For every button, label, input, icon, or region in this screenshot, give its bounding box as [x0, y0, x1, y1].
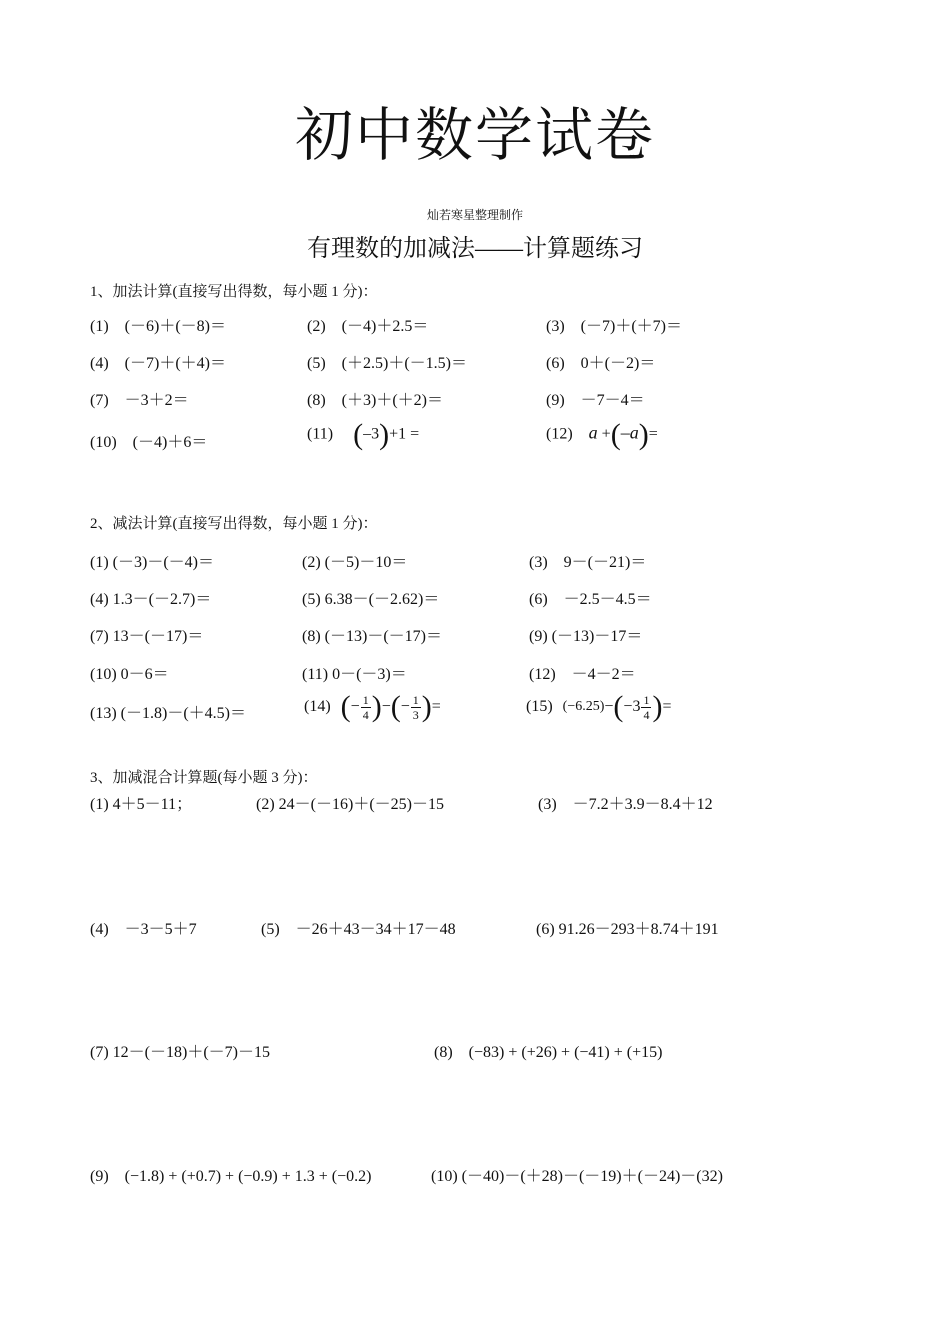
worksheet-subtitle: 有理数的加减法——计算题练习 — [307, 236, 643, 262]
fraction-denominator: 4 — [643, 707, 650, 722]
mixed-problem-7: (7) 12－(－18)＋(－7)－15 — [90, 1044, 270, 1061]
close-paren: ) — [638, 418, 649, 451]
mixed-problem-5: (5) －26＋43－34＋17－48 — [261, 921, 456, 938]
add-problem-5: (5) (＋2.5)＋(－1.5)＝ — [307, 355, 467, 372]
mixed-number-whole: −3 — [623, 698, 641, 715]
mixed-problem-10: (10) (－40)－(＋28)－(－19)＋(－24)－(32) — [431, 1168, 723, 1185]
add-problem-12 — [546, 418, 658, 452]
fraction-sign: − — [400, 698, 410, 715]
fraction-numerator: 1 — [362, 692, 369, 707]
sub-problem-15 — [526, 690, 671, 724]
sub-problem-10: (10) 0－6＝ — [90, 666, 169, 683]
fraction-denominator: 4 — [362, 707, 369, 722]
equals-sign: = — [648, 425, 658, 443]
section1-heading: 1、加法计算(直接写出得数，每小题 1 分)： — [90, 284, 378, 300]
sub-problem-3: (3) 9－(－21)＝ — [529, 554, 647, 571]
add-problem-11 — [307, 418, 419, 452]
close-paren: ) — [371, 690, 382, 723]
add-problem-3: (3) (－7)＋(＋7)＝ — [546, 318, 682, 335]
add-problem-10: (10) (－4)＋6＝ — [90, 434, 208, 451]
mixed-problem-2: (2) 24－(－16)＋(－25)－15 — [256, 796, 444, 813]
page-title: 初中数学试卷 — [294, 101, 655, 169]
paren-content: –3 — [363, 425, 380, 443]
first-term: (−6.25) — [562, 699, 605, 714]
open-paren: ( — [610, 418, 621, 451]
fraction-one-third — [411, 693, 421, 722]
close-paren: ) — [421, 690, 432, 723]
equals-sign: = — [431, 698, 441, 715]
fraction-numerator: 1 — [412, 692, 419, 707]
add-problem-1: (1) (－6)＋(－8)＝ — [90, 318, 226, 335]
maker-note: 灿若寒星整理制作 — [426, 208, 523, 222]
problem-label: (12) — [546, 425, 573, 443]
sub-problem-14 — [304, 690, 441, 724]
mixed-problem-4: (4) －3－5＋7 — [90, 921, 197, 938]
sub-problem-8: (8) (－13)－(－17)＝ — [302, 628, 442, 645]
fraction-numerator: 1 — [643, 692, 650, 707]
add-problem-9: (9) －7－4＝ — [546, 392, 645, 409]
sub-problem-9: (9) (－13)－17＝ — [529, 628, 643, 645]
problem-label: (15) — [526, 698, 553, 715]
add-problem-4: (4) (－7)＋(＋4)＝ — [90, 355, 226, 372]
close-paren: ) — [379, 418, 390, 451]
sub-problem-13: (13) (－1.8)－(＋4.5)＝ — [90, 705, 246, 722]
sub-problem-11: (11) 0－(－3)＝ — [302, 666, 407, 683]
paren-content: –a — [620, 422, 639, 443]
mixed-problem-1: (1) 4＋5－11； — [90, 796, 193, 813]
sub-problem-6: (6) －2.5－4.5＝ — [529, 591, 652, 608]
open-paren: ( — [340, 690, 351, 723]
sub-problem-12: (12) －4－2＝ — [529, 666, 636, 683]
add-problem-7: (7) －3＋2＝ — [90, 392, 189, 409]
sub-problem-4: (4) 1.3－(－2.7)＝ — [90, 591, 212, 608]
plus-sign: + — [601, 425, 611, 443]
add-problem-8: (8) (＋3)＋(＋2)＝ — [307, 392, 443, 409]
sub-problem-1: (1) (－3)－(－4)＝ — [90, 554, 214, 571]
open-paren: ( — [613, 690, 624, 723]
mixed-problem-3: (3) －7.2＋3.9－8.4＋12 — [538, 796, 713, 813]
variable-a: a — [588, 422, 598, 443]
close-paren: ) — [652, 690, 663, 723]
fraction-denominator: 3 — [412, 707, 419, 722]
problem-label: (11) — [307, 425, 334, 443]
mixed-problem-6: (6) 91.26－293＋8.74＋191 — [536, 921, 719, 938]
mixed-problem-8: (8) (−83) + (+26) + (−41) + (+15) — [434, 1044, 663, 1061]
section3-heading: 3、加减混合计算题(每小题 3 分)： — [90, 770, 318, 786]
expression-rest: +1 = — [389, 425, 420, 443]
section2-heading: 2、减法计算(直接写出得数，每小题 1 分)： — [90, 516, 378, 532]
fraction-one-quarter — [361, 693, 371, 722]
sub-problem-5: (5) 6.38－(－2.62)＝ — [302, 591, 440, 608]
open-paren: ( — [390, 690, 401, 723]
fraction-sign: − — [350, 698, 360, 715]
open-paren: ( — [353, 418, 364, 451]
minus-sign: − — [381, 698, 391, 715]
problem-label: (14) — [304, 698, 331, 715]
add-problem-2: (2) (－4)＋2.5＝ — [307, 318, 429, 335]
minus-sign: − — [604, 698, 614, 715]
mixed-problem-9: (9) (−1.8) + (+0.7) + (−0.9) + 1.3 + (−0.2) — [90, 1168, 372, 1185]
equals-sign: = — [662, 698, 672, 715]
sub-problem-2: (2) (－5)－10＝ — [302, 554, 408, 571]
fraction-one-quarter — [641, 693, 651, 722]
sub-problem-7: (7) 13－(－17)＝ — [90, 628, 204, 645]
add-problem-6: (6) 0＋(－2)＝ — [546, 355, 656, 372]
